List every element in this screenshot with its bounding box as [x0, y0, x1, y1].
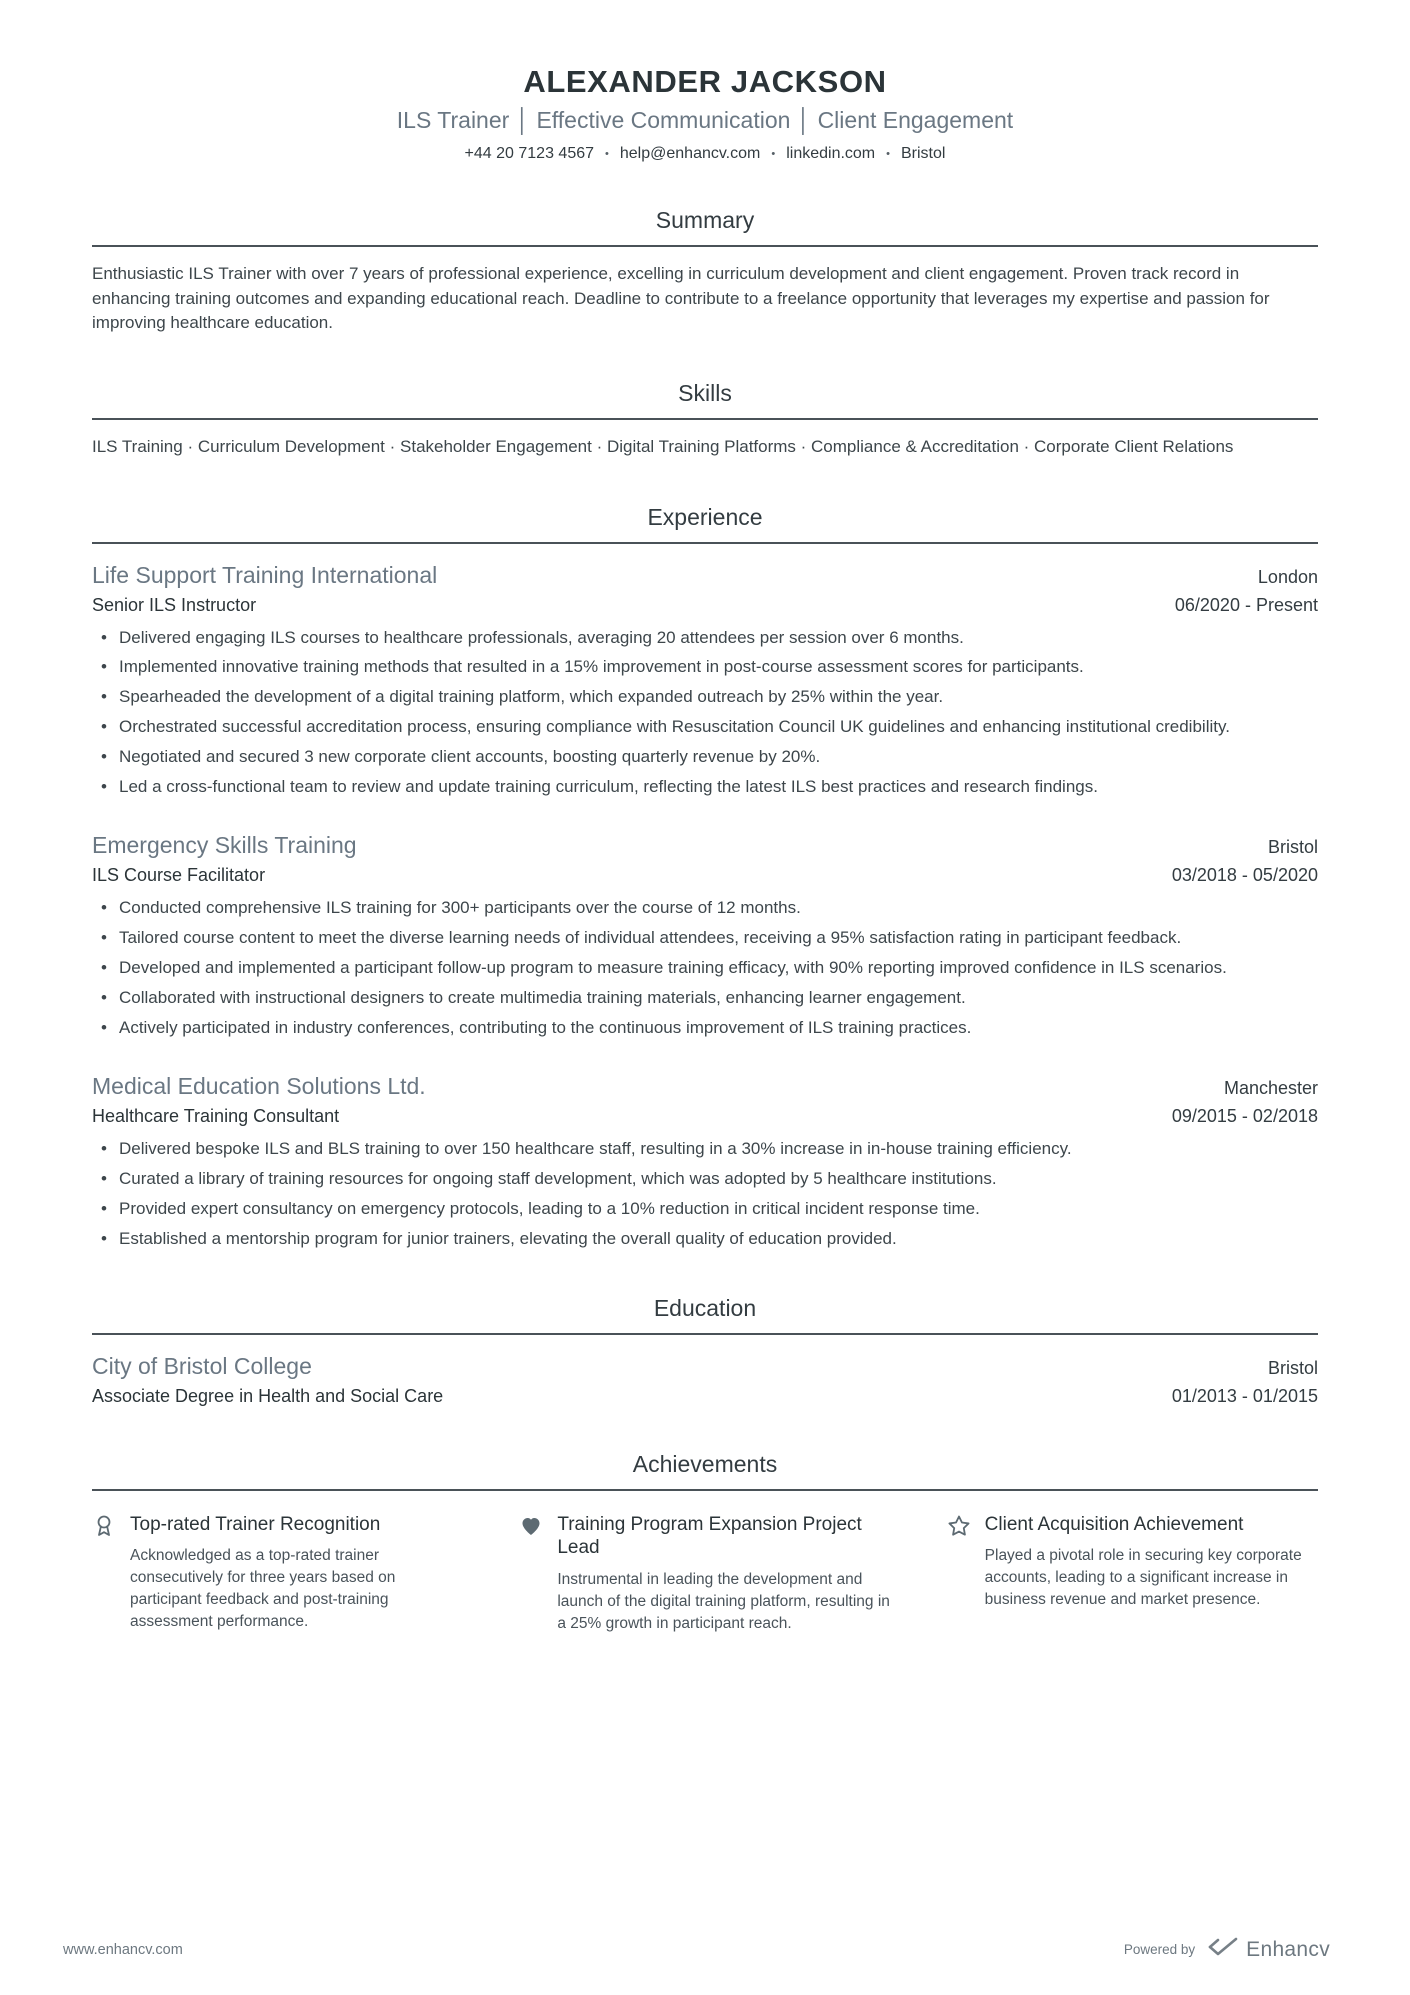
entry-subheader-row	[92, 595, 1318, 616]
education-heading: Education	[92, 1295, 1318, 1335]
bullet-item: • Tailored course content to meet the diverse learning needs of individual attendees, receiving a 95% satisfaction rating in participant feedback.	[92, 926, 1318, 950]
company-name: Life Support Training International	[92, 561, 438, 588]
job-bullet-list	[92, 1137, 1318, 1250]
bullet-item: • Delivered engaging ILS courses to healthcare professionals, averaging 20 attendees per session over 6 months.	[92, 626, 1318, 650]
bullet-item: • Established a mentorship program for junior trainers, elevating the overall quality of education provided.	[92, 1227, 1318, 1251]
contact-phone: +44 20 7123 4567	[464, 145, 595, 162]
school-name: City of Bristol College	[92, 1352, 312, 1379]
bullet-item: • Collaborated with instructional designers to create multimedia training materials, enhancing learner engagement.	[92, 986, 1318, 1010]
company-name: Emergency Skills Training	[92, 832, 357, 859]
bullet-item: • Provided expert consultancy on emergency protocols, leading to a 10% reduction in critical incident response time.	[92, 1197, 1318, 1221]
medal-icon	[92, 1514, 118, 1543]
job-bullet-list	[92, 896, 1318, 1039]
skills-section	[92, 380, 1318, 460]
experience-heading: Experience	[92, 504, 1318, 544]
job-dates: 06/2020 - Present	[1174, 594, 1318, 615]
entry-header-row	[92, 1353, 1318, 1380]
achievement-item	[519, 1513, 890, 1636]
entry-subheader-row	[92, 865, 1318, 886]
achievement-text: Acknowledged as a top-rated trainer consecutively for three years based on participant feedback and post-training assessment performance.	[130, 1547, 396, 1631]
bullet-item: • Curated a library of training resources for ongoing staff development, which was adopted by 5 healthcare institutions.	[92, 1167, 1318, 1191]
candidate-tagline: ILS Trainer │ Effective Communication │ Client Engagement	[396, 107, 1014, 133]
resume-header	[92, 64, 1318, 163]
skills-text: ILS Training · Curriculum Development · Stakeholder Engagement · Digital Training Platforms · Compliance & Accreditation · Corporate Client Relations	[92, 436, 1234, 456]
achievement-title: Top-rated Trainer Recognition	[130, 1513, 381, 1535]
bullet-item: • Led a cross-functional team to review and update training curriculum, reflecting the latest ILS best practices and research findings.	[92, 775, 1318, 799]
page-footer	[63, 1936, 1330, 1963]
bullet-separator-icon: •	[605, 147, 609, 160]
bullet-separator-icon: •	[886, 147, 890, 160]
bullet-item: • Spearheaded the development of a digital training platform, which expanded outreach by 25% within the year.	[92, 685, 1318, 709]
enhancv-brand-name: Enhancv	[1246, 1937, 1330, 1961]
entry-subheader-row	[92, 1106, 1318, 1127]
bullet-item: • Delivered bespoke ILS and BLS training to over 150 healthcare staff, resulting in a 30% increase in in-house training efficiency.	[92, 1137, 1318, 1161]
company-name: Medical Education Solutions Ltd.	[92, 1073, 426, 1100]
summary-section	[92, 207, 1318, 336]
skills-heading: Skills	[92, 380, 1318, 420]
bullet-item: • Negotiated and secured 3 new corporate client accounts, boosting quarterly revenue by 20%.	[92, 745, 1318, 769]
entry-subheader-row	[92, 1386, 1318, 1407]
job-bullet-list	[92, 626, 1318, 799]
entry-header-row	[92, 832, 1318, 859]
achievement-item	[92, 1513, 463, 1636]
experience-entry	[92, 804, 1318, 1039]
achievements-section	[92, 1451, 1318, 1636]
summary-text: Enthusiastic ILS Trainer with over 7 years of professional experience, excelling in curriculum development and client engagement. Proven track record in enhancing training outcomes and expanding educational reach. Deadline to contribute to a freelance opportunity that leverages my expertise and passion for improving healthcare education.	[92, 264, 1270, 333]
experience-entry	[92, 1045, 1318, 1250]
enhancv-logo-icon	[1207, 1936, 1239, 1963]
bullet-item: • Implemented innovative training methods that resulted in a 15% improvement in post-course assessment scores for participants.	[92, 655, 1318, 679]
achievement-content	[985, 1513, 1318, 1612]
job-location: Manchester	[1223, 1078, 1318, 1099]
contact-email: help@enhancv.com	[619, 145, 761, 162]
degree-title: Associate Degree in Health and Social Care	[92, 1385, 444, 1406]
achievement-text: Instrumental in leading the development and launch of the digital training platform, resulting in a 25% growth in participant reach.	[557, 1571, 890, 1633]
achievement-content	[557, 1513, 890, 1636]
experience-section	[92, 504, 1318, 1251]
achievement-text: Played a pivotal role in securing key corporate accounts, leading to a significant increase in business revenue and market presence.	[984, 1547, 1302, 1609]
achievement-title: Training Program Expansion Project Lead	[557, 1513, 862, 1559]
entry-header-row	[92, 562, 1318, 589]
bullet-item: • Actively participated in industry conferences, contributing to the continuous improvement of ILS training practices.	[92, 1016, 1318, 1040]
job-dates: 03/2018 - 05/2020	[1171, 865, 1318, 886]
heart-icon	[519, 1514, 545, 1543]
achievements-grid	[92, 1491, 1318, 1636]
education-dates: 01/2013 - 01/2015	[1171, 1385, 1318, 1406]
achievement-title: Client Acquisition Achievement	[984, 1513, 1244, 1535]
contact-line	[92, 145, 1318, 163]
achievement-content	[130, 1513, 463, 1634]
candidate-name: ALEXANDER JACKSON	[523, 64, 887, 99]
bullet-item: • Orchestrated successful accreditation process, ensuring compliance with Resuscitation Council UK guidelines and enhancing institutional credibility.	[92, 715, 1318, 739]
contact-location: Bristol	[901, 145, 946, 162]
bullet-separator-icon: •	[771, 147, 776, 160]
job-title: Senior ILS Instructor	[92, 594, 257, 615]
star-icon	[947, 1514, 973, 1543]
experience-entry	[92, 544, 1318, 799]
achievements-heading: Achievements	[92, 1451, 1318, 1491]
education-section	[92, 1295, 1318, 1407]
footer-website-link: www.enhancv.com	[63, 1941, 183, 1958]
bullet-item: • Conducted comprehensive ILS training for 300+ participants over the course of 12 months.	[92, 896, 1318, 920]
job-dates: 09/2015 - 02/2018	[1171, 1106, 1318, 1127]
school-location: Bristol	[1267, 1357, 1318, 1378]
job-title: Healthcare Training Consultant	[92, 1106, 340, 1127]
job-location: London	[1257, 566, 1318, 587]
contact-linkedin: linkedin.com	[786, 145, 876, 162]
summary-heading: Summary	[92, 207, 1318, 247]
job-location: Bristol	[1267, 837, 1318, 858]
powered-by-label: Powered by	[1123, 1942, 1196, 1957]
education-entry	[92, 1335, 1318, 1407]
enhancv-brand	[1207, 1936, 1330, 1963]
bullet-item: • Developed and implemented a participant follow-up program to measure training efficacy, with 90% reporting improved confidence in ILS scenarios.	[92, 956, 1318, 980]
job-title: ILS Course Facilitator	[92, 865, 266, 886]
powered-by	[1124, 1936, 1330, 1963]
achievement-item	[947, 1513, 1318, 1636]
entry-header-row	[92, 1073, 1318, 1100]
